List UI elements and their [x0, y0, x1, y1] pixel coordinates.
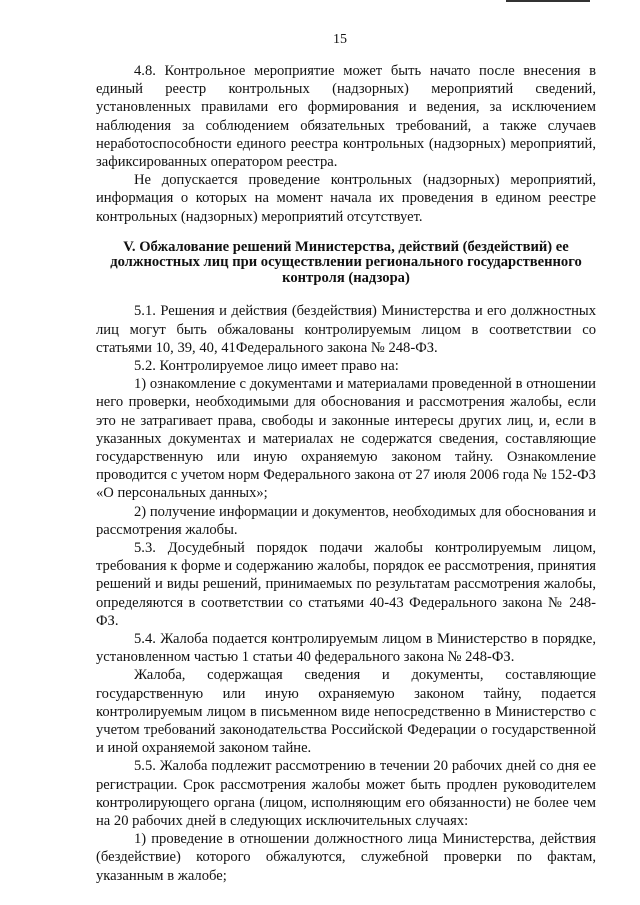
- paragraph-5-5-item-1: 1) проведение в отношении должностного лица Министерства, действия (бездействие) которого обжалуются, служебной проверки по фактам, указанным в жалобе;: [96, 831, 596, 884]
- paragraph-5-2-item-1: 1) ознакомление с документами и материалами проведенной в отношении него проверки, необходимыми для обоснования и рассмотрения жалобы, если это не затрагивает права, свободы и законные интересы других лиц, и, если в указанных документах и материалах не содержатся сведения, составляющие государственную или иную охраняемую законом тайну. Ознакомление проводится с учетом норм Федерального закона от 27 июля 2006 года № 152-ФЗ «О персональных данных»;: [96, 376, 596, 502]
- page-number: 15: [333, 32, 347, 47]
- paragraph-4-8-note: Не допускается проведение контрольных (надзорных) мероприятий, информация о которых на момент начала их проведения в едином реестре контрольных (надзорных) мероприятий отсутствует.: [96, 172, 596, 225]
- document-body: [96, 62, 596, 885]
- section-heading: V. Обжалование решений Министерства, действий (бездействий) ее должностных лиц при осуществлении регионального государственного контроля (надзора): [110, 238, 582, 286]
- paragraph-5-4-secret: Жалоба, содержащая сведения и документы, составляющие государственную или иную охраняемую законом тайну, подается контролируемым лицом в письменном виде непосредственно в Министерство с учетом требований законодательства Российской Федерации о государственной и иной охраняемой законом тайне.: [96, 667, 596, 757]
- paragraph-5-5: 5.5. Жалоба подлежит рассмотрению в течении 20 рабочих дней со дня ее регистрации. Срок рассмотрения жалобы может быть продлен руководителем контролирующего органа (лицом, исполняющим его обязанности) не более чем на 20 рабочих дней в следующих исключительных случаях:: [96, 758, 596, 830]
- paragraph-5-2: 5.2. Контролируемое лицо имеет право на:: [134, 357, 399, 374]
- paragraph-5-4: 5.4. Жалоба подается контролируемым лицом в Министерство в порядке, установленном частью 1 статьи 40 федерального закона № 248-ФЗ.: [96, 630, 596, 666]
- paragraph-4-8: 4.8. Контрольное мероприятие может быть начато после внесения в единый реестр контрольных (надзорных) мероприятий сведений, установленных правилами его формирования и ведения, за исключением наблюдения за соблюдением обязательных требований, а также случаев неработоспособности единого реестра контрольных (надзорных) мероприятий, зафиксированных оператором реестра.: [96, 63, 596, 171]
- top-rule: [506, 0, 590, 2]
- paragraph-5-3: 5.3. Досудебный порядок подачи жалобы контролируемым лицом, требования к форме и содержанию жалобы, порядок ее рассмотрения, принятия решений и виды решений, принимаемых по результатам рассмотрения жалобы, определяются в соответствии со статьями 40-43 Федерального закона № 248-ФЗ.: [96, 539, 596, 629]
- paragraph-5-2-item-2: 2) получение информации и документов, необходимых для обоснования и рассмотрения жалобы.: [96, 503, 596, 538]
- paragraph-5-1: 5.1. Решения и действия (бездействия) Министерства и его должностных лиц могут быть обжалованы контролируемым лицом в соответствии со статьями 10, 39, 40, 41Федерального закона № 248-ФЗ.: [96, 303, 596, 356]
